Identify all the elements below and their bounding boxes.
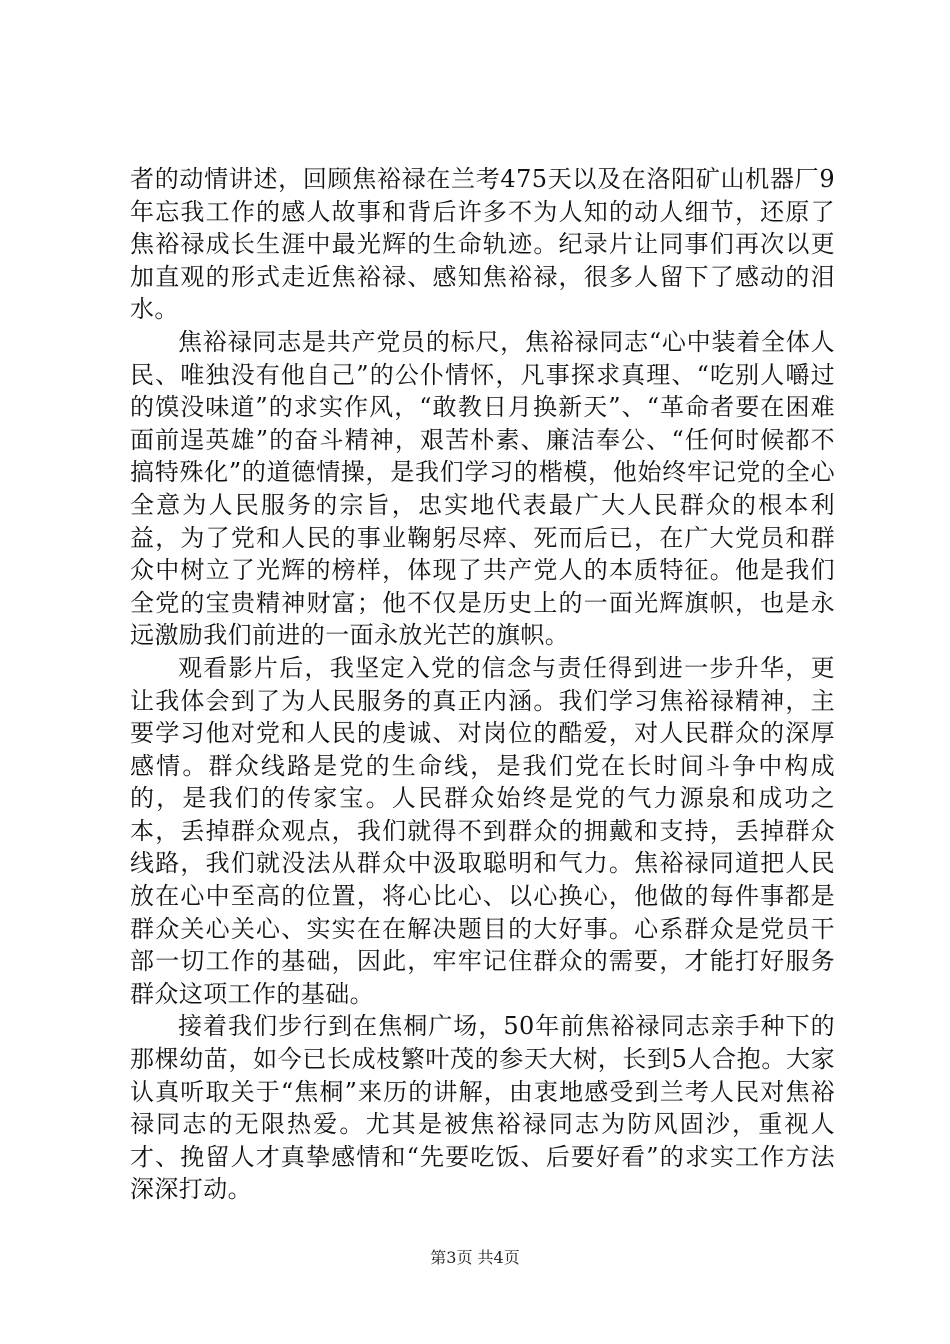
document-body <box>130 163 835 1206</box>
page-footer: 第3页 共4页 <box>430 1248 520 1267</box>
paragraph-jiaotong-square: 接着我们步行到在焦桐广场，50年前焦裕禄同志亲手种下的那棵幼苗，如今已长成枝繁叶茂的参天大树，长到5人合抱。大家认真听取关于“焦桐”来历的讲解，由衷地感受到兰考人民对焦裕禄同志的无限热爱。尤其是被焦裕禄同志为防风固沙，重视人才、挽留人才真挚感情和“先要吃饭、后要好看”的求实工作方法深深打动。 <box>130 1012 835 1204</box>
paragraph-party-standard: 焦裕禄同志是共产党员的标尺，焦裕禄同志“心中装着全体人民、唯独没有他自己”的公仆情怀，凡事探求真理、“吃别人嚼过的馍没味道”的求实作风，“敢教日月换新天”、“革命者要在困难面前逞英雄”的奋斗精神，艰苦朴素、廉洁奉公、“任何时候都不搞特殊化”的道德情操，是我们学习的楷模，他始终牢记党的全心全意为人民服务的宗旨，忠实地代表最广大人民群众的根本利益，为了党和人民的事业鞠躬尽瘁、死而后已，在广大党员和群众中树立了光辉的榜样，体现了共产党人的本质特征。他是我们全党的宝贵精神财富；他不仅是历史上的一面光辉旗帜，也是永远激励我们前进的一面永放光芒的旗帜。 <box>130 327 835 650</box>
paragraph-after-viewing: 观看影片后，我坚定入党的信念与责任得到进一步升华，更让我体会到了为人民服务的真正内涵。我们学习焦裕禄精神，主要学习他对党和人民的虔诚、对岗位的酷爱，对人民群众的深厚感情。群众线路是党的生命线，是我们党在长时间斗争中构成的，是我们的传家宝。人民群众始终是党的气力源泉和成功之本，丢掉群众观点，我们就得不到群众的拥戴和支持，丢掉群众线路，我们就没法从群众中汲取聪明和气力。焦裕禄同道把人民放在心中至高的位置，将心比心、以心换心，他做的每件事都是群众关心关心、实实在在解决题目的大好事。心系群众是党员干部一切工作的基础，因此，牢牢记住群众的需要，才能打好服务群众这项工作的基础。 <box>130 653 835 1008</box>
paragraph-continued: 者的动情讲述，回顾焦裕禄在兰考475天以及在洛阳矿山机器厂9年忘我工作的感人故事和背后许多不为人知的动人细节，还原了焦裕禄成长生涯中最光辉的生命轨迹。纪录片让同事们再次以更加直观的形式走近焦裕禄、感知焦裕禄，很多人留下了感动的泪水。 <box>130 165 835 324</box>
